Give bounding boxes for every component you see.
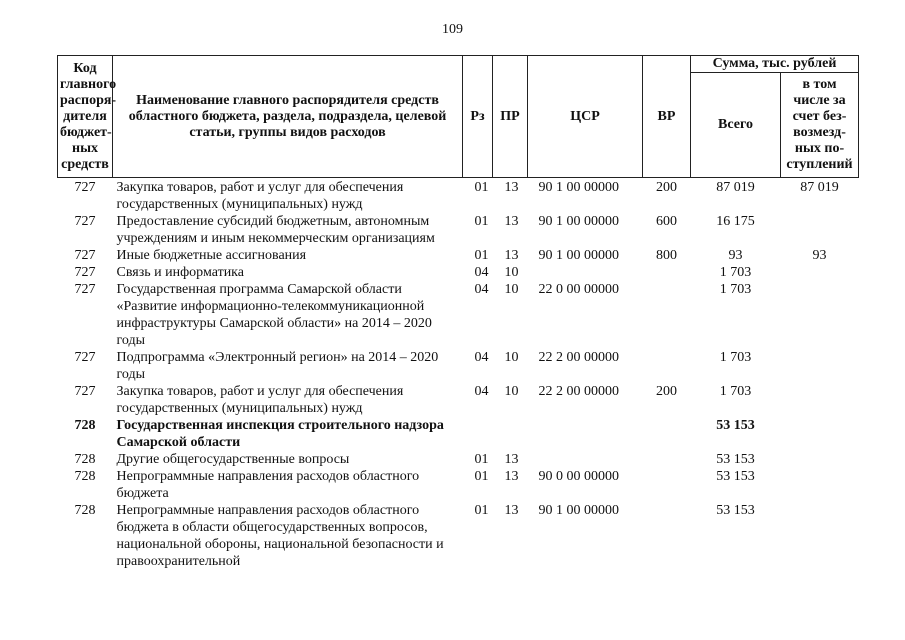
- cell-vr: [643, 349, 691, 383]
- cell-free: [781, 281, 859, 349]
- cell-rz: 01: [474, 214, 489, 229]
- cell-free: [781, 264, 859, 281]
- cell-pr: 10: [504, 384, 519, 399]
- cell-name: Другие общегосударственные вопросы: [116, 452, 350, 467]
- cell-code: 728: [74, 503, 96, 518]
- cell-vr: [643, 451, 691, 468]
- cell-pr: 10: [504, 282, 519, 297]
- cell-pr: 13: [504, 503, 519, 518]
- cell-name: Подпрограмма «Электронный регион» на 2014 – 2020 годы: [116, 350, 439, 382]
- header-free: в том числе за счет без-возмезд-ных по-ступлений: [781, 73, 859, 178]
- cell-total: 93: [728, 248, 743, 263]
- cell-total: 1 703: [719, 350, 752, 365]
- table-row: [58, 383, 859, 417]
- cell-total: 87 019: [716, 180, 755, 195]
- cell-vr: 600: [656, 214, 677, 229]
- cell-name: Государственная программа Самарской области «Развитие информационно-телекоммуникационной инфраструктуры Самарской области» на 2014 – 2020 годы: [116, 282, 432, 348]
- cell-rz: 01: [474, 469, 489, 484]
- cell-rz: 01: [474, 503, 489, 518]
- cell-name: Непрограммные направления расходов областного бюджета в области общегосударственных вопросов, национальной обороны, национальной безопасности и правоохранительной: [116, 503, 444, 569]
- table-row: [58, 264, 859, 281]
- table-row: [58, 213, 859, 247]
- header-pr: ПР: [493, 56, 528, 178]
- cell-name: Закупка товаров, работ и услуг для обеспечения государственных (муниципальных) нужд: [116, 384, 404, 416]
- cell-rz: 01: [474, 180, 489, 195]
- header-code: Код главного распоря-дителя бюджет-ных средств: [58, 56, 113, 178]
- cell-pr: [493, 417, 528, 451]
- cell-csr: 90 1 00 00000: [538, 180, 619, 195]
- cell-code: 727: [74, 214, 96, 229]
- cell-vr: 200: [656, 384, 677, 399]
- cell-name: Иные бюджетные ассигнования: [116, 248, 307, 263]
- cell-name: Непрограммные направления расходов областного бюджета: [116, 469, 420, 501]
- cell-csr: 90 1 00 00000: [538, 503, 619, 518]
- cell-csr: 22 2 00 00000: [538, 384, 619, 399]
- cell-rz: 04: [474, 384, 489, 399]
- cell-csr: [528, 264, 643, 281]
- cell-code: 728: [74, 452, 96, 467]
- cell-total: 53 153: [716, 503, 755, 518]
- cell-name: Закупка товаров, работ и услуг для обеспечения государственных (муниципальных) нужд: [116, 180, 404, 212]
- cell-rz: [463, 417, 493, 451]
- cell-name: Государственная инспекция строительного надзора Самарской области: [116, 418, 444, 450]
- table-row: [58, 178, 859, 214]
- cell-free: [781, 349, 859, 383]
- cell-free: [781, 417, 859, 451]
- table-row: [58, 417, 859, 451]
- cell-rz: 01: [474, 248, 489, 263]
- cell-csr: 90 0 00 00000: [538, 469, 619, 484]
- cell-vr: 800: [656, 248, 677, 263]
- cell-csr: 22 0 00 00000: [538, 282, 619, 297]
- cell-pr: 13: [504, 248, 519, 263]
- cell-rz: 04: [474, 282, 489, 297]
- cell-total: 53 153: [716, 452, 755, 467]
- cell-total: 1 703: [719, 282, 752, 297]
- cell-csr: 22 2 00 00000: [538, 350, 619, 365]
- cell-csr: 90 1 00 00000: [538, 214, 619, 229]
- table-row: [58, 468, 859, 502]
- cell-code: 728: [74, 418, 96, 433]
- cell-pr: 13: [504, 214, 519, 229]
- cell-free: 93: [812, 248, 827, 263]
- cell-code: 727: [74, 350, 96, 365]
- cell-code: 727: [74, 265, 96, 280]
- header-csr: ЦСР: [528, 56, 643, 178]
- cell-name: Предоставление субсидий бюджетным, автономным учреждениям и иным некоммерческим организациям: [116, 214, 435, 246]
- cell-code: 727: [74, 282, 96, 297]
- cell-vr: 200: [656, 180, 677, 195]
- cell-pr: 10: [504, 350, 519, 365]
- table-row: [58, 349, 859, 383]
- cell-free: [781, 502, 859, 570]
- table-body: [58, 178, 859, 571]
- table-row: [58, 451, 859, 468]
- cell-csr: [528, 417, 643, 451]
- cell-code: 728: [74, 469, 96, 484]
- table-row: [58, 247, 859, 264]
- cell-csr: [528, 451, 643, 468]
- cell-vr: [643, 417, 691, 451]
- cell-vr: [643, 264, 691, 281]
- cell-pr: 13: [504, 180, 519, 195]
- table-row: [58, 281, 859, 349]
- cell-rz: 04: [474, 265, 489, 280]
- cell-free: 87 019: [800, 180, 839, 195]
- header-rz: Рз: [463, 56, 493, 178]
- cell-name: Связь и информатика: [116, 265, 244, 280]
- page-number: 109: [442, 22, 463, 37]
- cell-total: 16 175: [716, 214, 755, 229]
- cell-csr: 90 1 00 00000: [538, 248, 619, 263]
- table-row: [58, 502, 859, 570]
- budget-table: [57, 55, 859, 570]
- cell-vr: [643, 502, 691, 570]
- header-total: Всего: [691, 73, 781, 178]
- cell-pr: 13: [504, 452, 519, 467]
- cell-total: 53 153: [716, 469, 755, 484]
- cell-free: [781, 468, 859, 502]
- cell-free: [781, 383, 859, 417]
- header-vr: ВР: [643, 56, 691, 178]
- cell-vr: [643, 468, 691, 502]
- cell-pr: 10: [504, 265, 519, 280]
- cell-pr: 13: [504, 469, 519, 484]
- header-sum: Сумма, тыс. рублей: [691, 56, 859, 73]
- cell-free: [781, 451, 859, 468]
- cell-code: 727: [74, 384, 96, 399]
- cell-total: 1 703: [719, 384, 752, 399]
- cell-total: 53 153: [716, 418, 755, 433]
- cell-code: 727: [74, 248, 96, 263]
- cell-rz: 01: [474, 452, 489, 467]
- header-name: Наименование главного распорядителя средств областного бюджета, раздела, подраздела, целевой статьи, группы видов расходов: [113, 56, 463, 178]
- cell-vr: [643, 281, 691, 349]
- cell-code: 727: [74, 180, 96, 195]
- cell-total: 1 703: [719, 265, 752, 280]
- cell-rz: 04: [474, 350, 489, 365]
- cell-free: [781, 213, 859, 247]
